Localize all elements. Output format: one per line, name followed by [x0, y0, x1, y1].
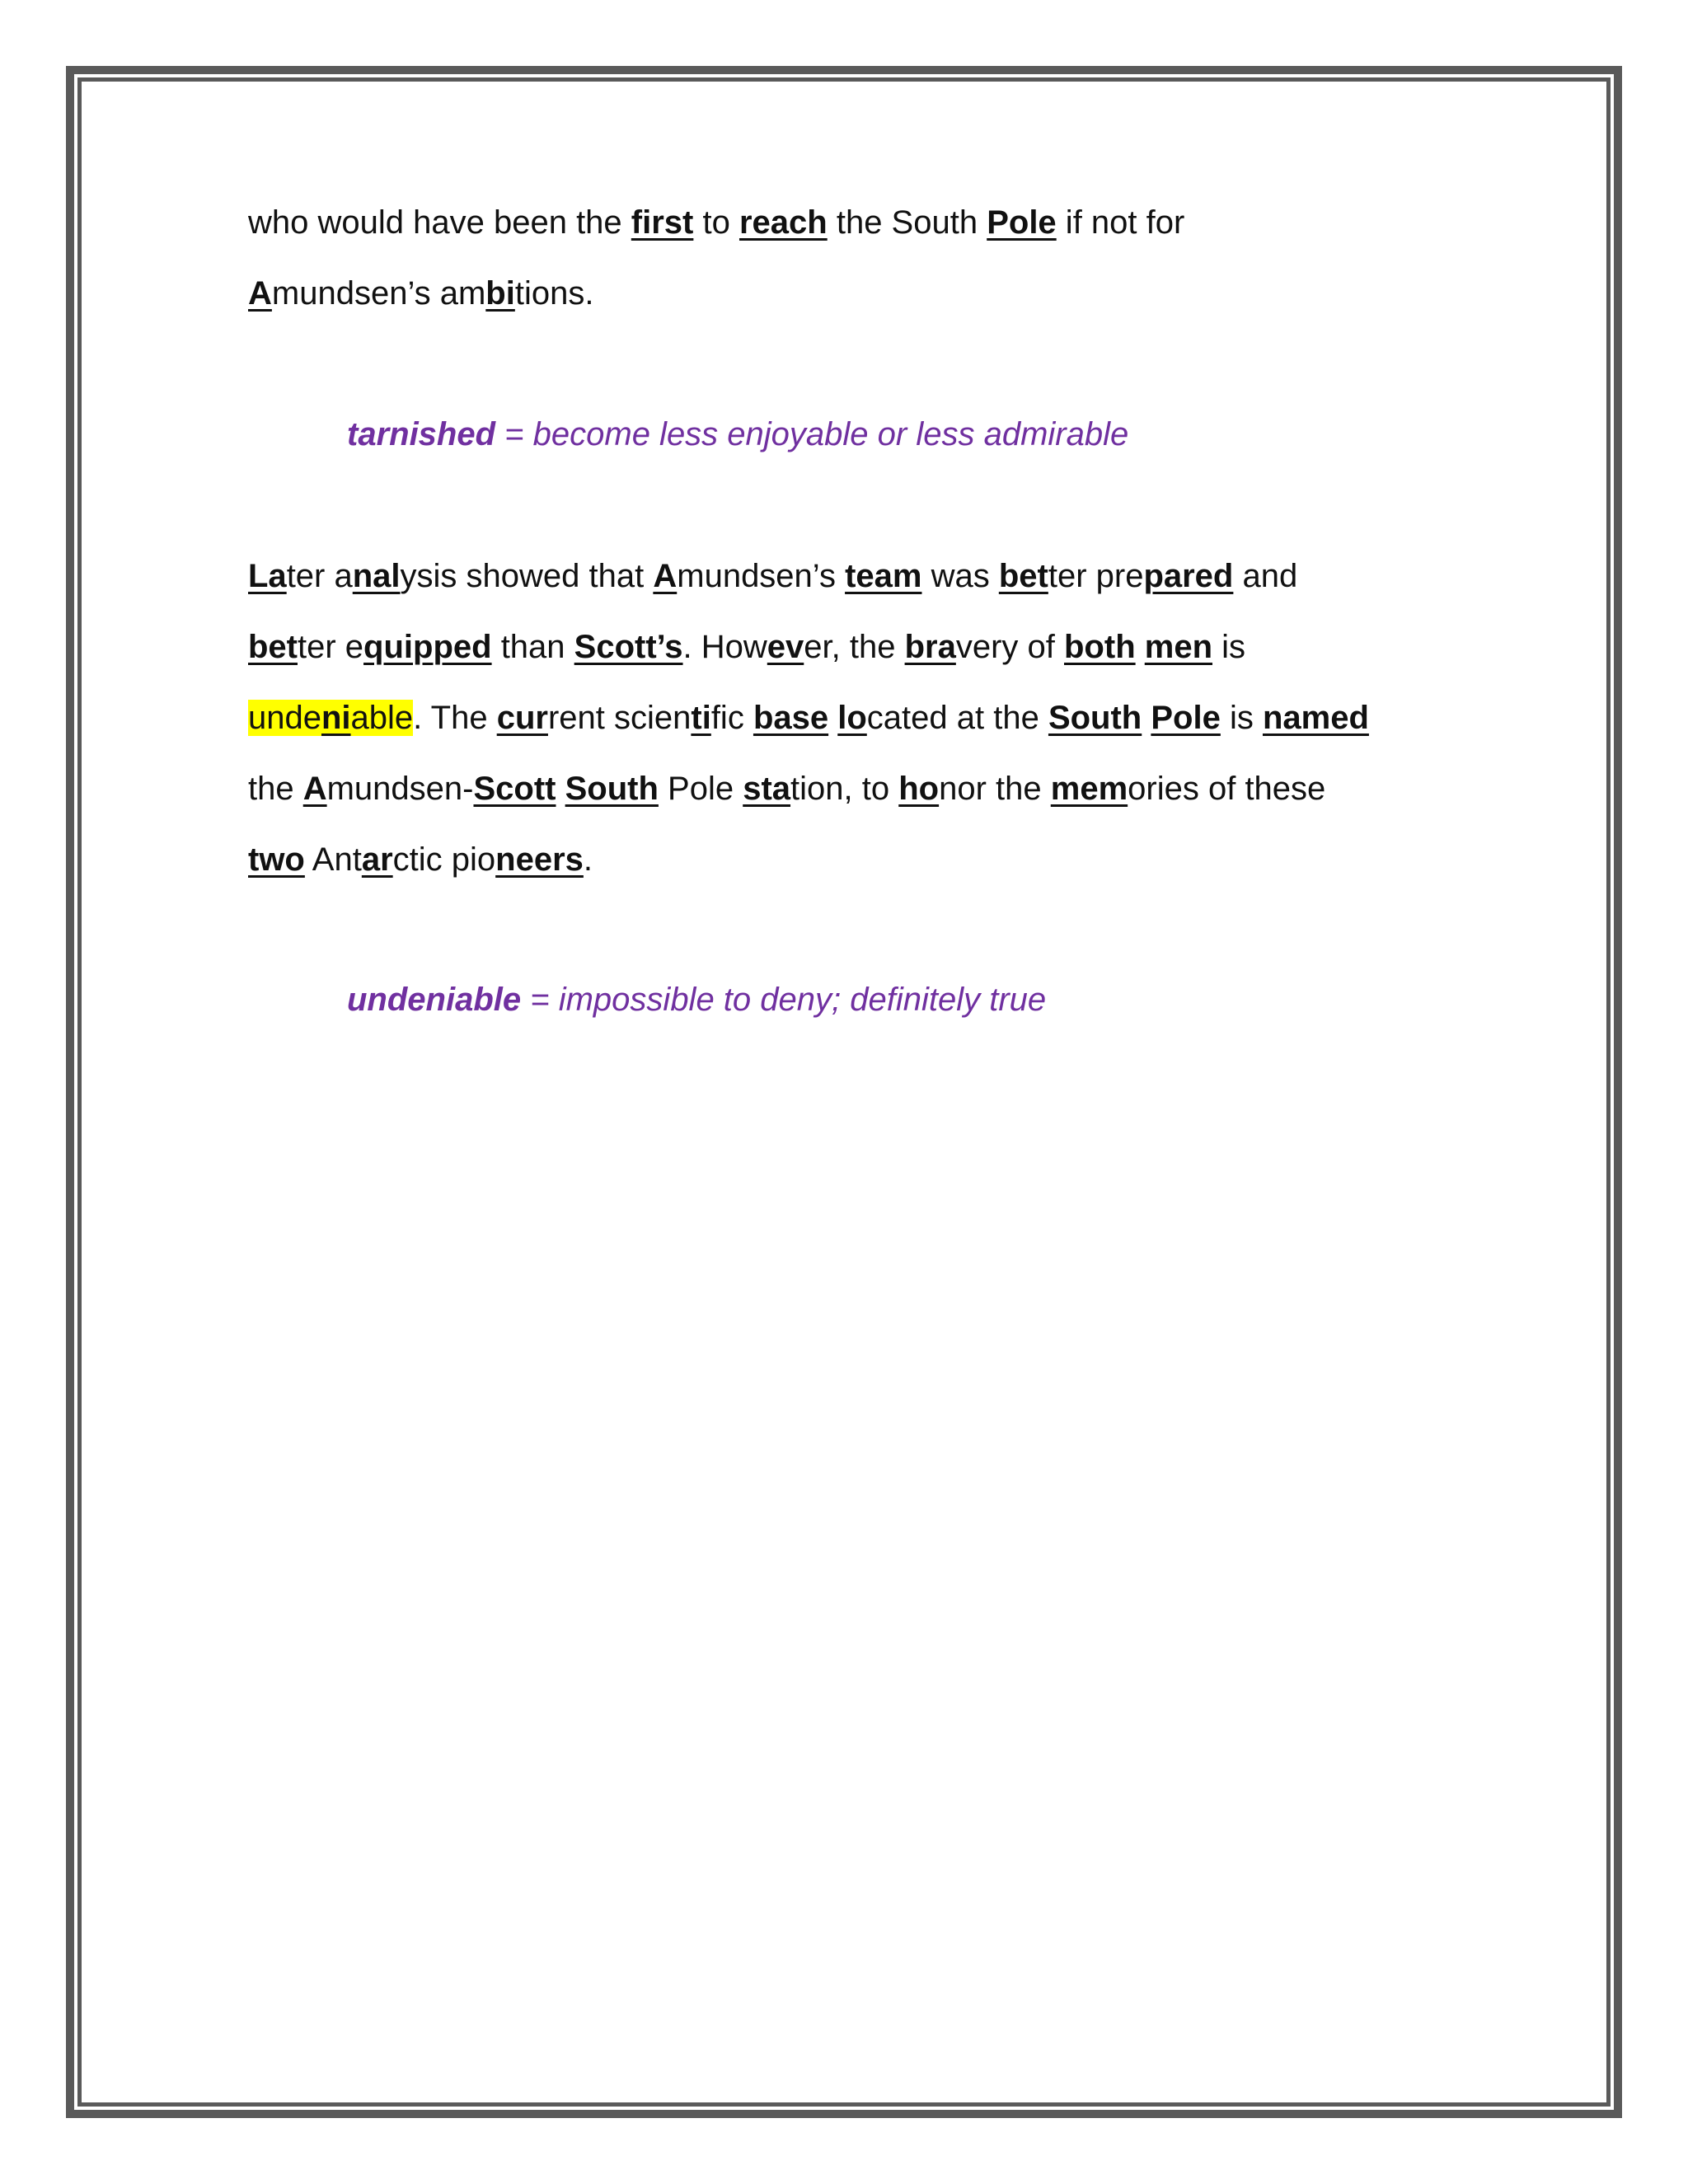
stressed-syllable: cur — [496, 700, 548, 736]
stressed-word: two — [248, 841, 305, 878]
stressed-syllable: ni — [321, 700, 351, 736]
stressed-syllable: ho — [898, 771, 940, 807]
text-run: tion, to — [790, 771, 899, 807]
stressed-syllable: quipped — [363, 629, 492, 665]
stressed-syllable: A — [302, 771, 327, 807]
text-run: very of — [955, 629, 1064, 665]
text-run: was — [921, 558, 999, 594]
text-run: ysis showed that — [400, 558, 654, 594]
stressed-word: Scott — [473, 771, 556, 807]
stressed-syllable: ev — [767, 629, 804, 665]
text-run — [828, 700, 837, 736]
stressed-word: South — [1048, 700, 1142, 736]
stressed-syllable: bra — [904, 629, 956, 665]
stressed-word: reach — [738, 204, 828, 241]
vocab-meaning: = impossible to deny; definitely true — [521, 982, 1047, 1018]
text-run — [556, 771, 565, 807]
text-run: ctic pio — [392, 841, 496, 878]
text-run: than — [491, 629, 574, 665]
paragraph2-line2 — [248, 624, 1245, 670]
text-run: tions. — [514, 275, 594, 312]
text-run: . — [583, 841, 593, 878]
text-run: . The — [413, 700, 497, 736]
text-run: who would have been the — [248, 204, 631, 241]
vocab-meaning: = become less enjoyable or less admirable — [495, 416, 1129, 452]
paragraph1-line1 — [248, 199, 1184, 246]
stressed-syllable: bet — [248, 629, 298, 665]
stressed-syllable: bet — [998, 558, 1048, 594]
stressed-word: men — [1144, 629, 1212, 665]
text-run: ter e — [298, 629, 364, 665]
stressed-syllable: neers — [495, 841, 584, 878]
text-run: the South — [827, 204, 987, 241]
vocab-definition-2 — [347, 977, 1046, 1023]
stressed-syllable: A — [248, 275, 272, 312]
text-run: Pole — [658, 771, 743, 807]
text-run: rent scien — [547, 700, 692, 736]
stressed-syllable: bi — [485, 275, 515, 312]
stressed-syllable: ti — [691, 700, 711, 736]
text-run: unde — [248, 700, 321, 736]
stressed-word: both — [1064, 629, 1136, 665]
stressed-syllable: ar — [361, 841, 393, 878]
stressed-syllable: lo — [837, 700, 867, 736]
stressed-syllable: sta — [743, 771, 791, 807]
text-run: ter a — [286, 558, 353, 594]
vocab-definition-1 — [347, 411, 1128, 457]
stressed-syllable: A — [653, 558, 678, 594]
paragraph1-line2 — [248, 270, 593, 316]
page-border-inner — [77, 77, 1611, 2107]
stressed-syllable: La — [248, 558, 287, 594]
stressed-syllable: nal — [352, 558, 401, 594]
text-run — [1136, 629, 1145, 665]
text-run: ter pre — [1048, 558, 1144, 594]
vocab-term: tarnished — [347, 416, 496, 452]
text-run: mundsen- — [326, 771, 474, 807]
text-run: ories of these — [1128, 771, 1326, 807]
stressed-syllable: pared — [1143, 558, 1234, 594]
text-run: is — [1220, 700, 1263, 736]
text-run: . How — [682, 629, 767, 665]
text-run: Ant — [304, 841, 362, 878]
stressed-word: named — [1262, 700, 1369, 736]
stressed-syllable: mem — [1050, 771, 1128, 807]
text-run: fic — [710, 700, 753, 736]
text-run: if not for — [1056, 204, 1185, 241]
paragraph2-line1 — [248, 553, 1297, 599]
text-run: cated at the — [866, 700, 1048, 736]
stressed-word: team — [845, 558, 922, 594]
text-run — [1142, 700, 1151, 736]
paragraph2-line3 — [248, 695, 1369, 741]
vocab-term: undeniable — [347, 982, 522, 1018]
text-run: nor the — [939, 771, 1051, 807]
highlighted-vocab-word — [248, 700, 413, 736]
paragraph2-line4 — [248, 766, 1325, 812]
text-run: is — [1212, 629, 1245, 665]
text-run: mundsen’s am — [271, 275, 486, 312]
text-run: the — [248, 771, 303, 807]
stressed-word: base — [753, 700, 829, 736]
stressed-word: Pole — [1151, 700, 1221, 736]
text-run: and — [1233, 558, 1298, 594]
stressed-word: Scott’s — [574, 629, 683, 665]
paragraph2-line5 — [248, 837, 593, 883]
stressed-word: Pole — [987, 204, 1057, 241]
text-run: er, the — [804, 629, 905, 665]
stressed-word: first — [631, 204, 694, 241]
stressed-word: South — [565, 771, 659, 807]
text-run: mundsen’s — [677, 558, 846, 594]
text-run: able — [350, 700, 414, 736]
text-run: to — [693, 204, 739, 241]
